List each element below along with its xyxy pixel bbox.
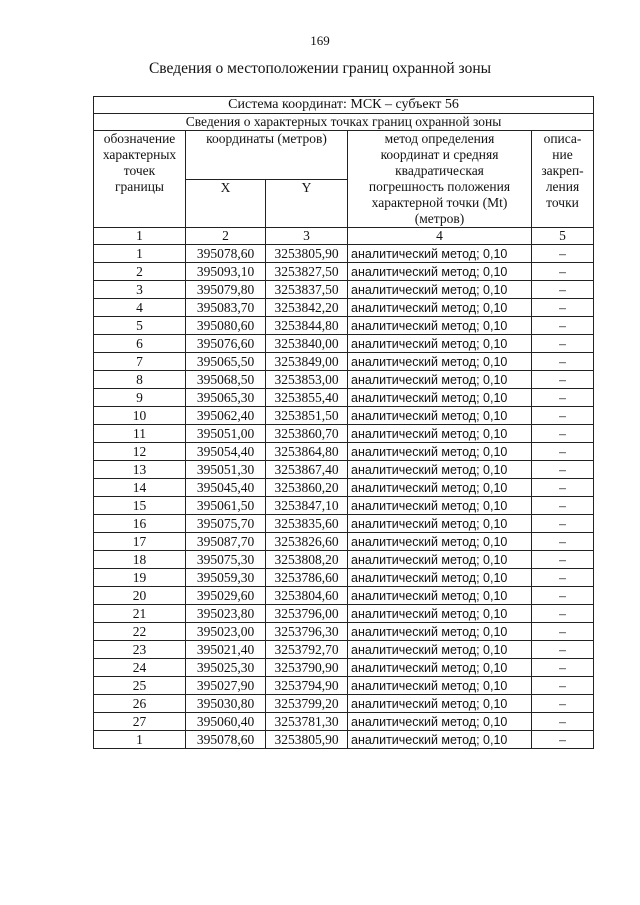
description-cell: – (532, 281, 594, 299)
y-coordinate-cell: 3253796,30 (266, 623, 348, 641)
x-coordinate-cell: 395023,80 (186, 605, 266, 623)
table-row (94, 533, 594, 551)
y-coordinate-cell: 3253864,80 (266, 443, 348, 461)
description-cell: – (532, 497, 594, 515)
x-coordinate-cell: 395078,60 (186, 245, 266, 263)
y-coordinate-cell: 3253827,50 (266, 263, 348, 281)
table-row (94, 317, 594, 335)
table-row (94, 299, 594, 317)
y-coordinate-cell: 3253853,00 (266, 371, 348, 389)
table-row (94, 407, 594, 425)
table-row (94, 659, 594, 677)
y-coordinate-cell: 3253804,60 (266, 587, 348, 605)
point-id-cell: 25 (94, 677, 186, 695)
table-row (94, 389, 594, 407)
x-coordinate-cell: 395045,40 (186, 479, 266, 497)
method-cell: аналитический метод; 0,10 (348, 317, 532, 335)
point-id-cell: 4 (94, 299, 186, 317)
y-coordinate-cell: 3253855,40 (266, 389, 348, 407)
x-coordinate-cell: 395060,40 (186, 713, 266, 731)
y-coordinate-cell: 3253867,40 (266, 461, 348, 479)
y-coordinate-cell: 3253844,80 (266, 317, 348, 335)
table-row (94, 695, 594, 713)
x-coordinate-cell: 395062,40 (186, 407, 266, 425)
y-coordinate-cell: 3253837,50 (266, 281, 348, 299)
column-number: 3 (266, 228, 348, 245)
table-row (94, 731, 594, 749)
method-cell: аналитический метод; 0,10 (348, 263, 532, 281)
x-coordinate-cell: 395083,70 (186, 299, 266, 317)
table-row (94, 245, 594, 263)
method-cell: аналитический метод; 0,10 (348, 623, 532, 641)
description-cell: – (532, 479, 594, 497)
method-cell: аналитический метод; 0,10 (348, 461, 532, 479)
y-coordinate-cell: 3253808,20 (266, 551, 348, 569)
x-coordinate-cell: 395029,60 (186, 587, 266, 605)
col-header-x: X (186, 179, 266, 228)
method-cell: аналитический метод; 0,10 (348, 371, 532, 389)
method-cell: аналитический метод; 0,10 (348, 533, 532, 551)
description-cell: – (532, 353, 594, 371)
y-coordinate-cell: 3253860,20 (266, 479, 348, 497)
point-id-cell: 8 (94, 371, 186, 389)
point-id-cell: 14 (94, 479, 186, 497)
x-coordinate-cell: 395030,80 (186, 695, 266, 713)
table-row (94, 515, 594, 533)
y-coordinate-cell: 3253796,00 (266, 605, 348, 623)
method-cell: аналитический метод; 0,10 (348, 659, 532, 677)
point-id-cell: 17 (94, 533, 186, 551)
x-coordinate-cell: 395021,40 (186, 641, 266, 659)
x-coordinate-cell: 395078,60 (186, 731, 266, 749)
table-row (94, 425, 594, 443)
method-cell: аналитический метод; 0,10 (348, 587, 532, 605)
description-cell: – (532, 317, 594, 335)
table-row (94, 713, 594, 731)
column-number: 1 (94, 228, 186, 245)
method-cell: аналитический метод; 0,10 (348, 695, 532, 713)
method-cell: аналитический метод; 0,10 (348, 281, 532, 299)
point-id-cell: 12 (94, 443, 186, 461)
method-cell: аналитический метод; 0,10 (348, 245, 532, 263)
col-header-description: описа- ние закреп- ления точки (532, 131, 594, 228)
point-id-cell: 2 (94, 263, 186, 281)
description-cell: – (532, 695, 594, 713)
description-cell: – (532, 443, 594, 461)
table-row (94, 623, 594, 641)
point-id-cell: 16 (94, 515, 186, 533)
table-row (94, 551, 594, 569)
description-cell: – (532, 407, 594, 425)
description-cell: – (532, 389, 594, 407)
x-coordinate-cell: 395068,50 (186, 371, 266, 389)
point-id-cell: 22 (94, 623, 186, 641)
description-cell: – (532, 533, 594, 551)
point-id-cell: 10 (94, 407, 186, 425)
method-cell: аналитический метод; 0,10 (348, 497, 532, 515)
method-cell: аналитический метод; 0,10 (348, 389, 532, 407)
point-id-cell: 20 (94, 587, 186, 605)
table-row (94, 587, 594, 605)
y-coordinate-cell: 3253794,90 (266, 677, 348, 695)
description-cell: – (532, 425, 594, 443)
method-cell: аналитический метод; 0,10 (348, 713, 532, 731)
table-body (94, 245, 594, 749)
point-id-cell: 19 (94, 569, 186, 587)
table-row (94, 335, 594, 353)
description-cell: – (532, 335, 594, 353)
table-row (94, 569, 594, 587)
y-coordinate-cell: 3253826,60 (266, 533, 348, 551)
table-row (94, 353, 594, 371)
method-cell: аналитический метод; 0,10 (348, 605, 532, 623)
table-row (94, 677, 594, 695)
point-id-cell: 24 (94, 659, 186, 677)
point-id-cell: 23 (94, 641, 186, 659)
point-id-cell: 26 (94, 695, 186, 713)
table-row (94, 641, 594, 659)
point-id-cell: 15 (94, 497, 186, 515)
point-id-cell: 5 (94, 317, 186, 335)
x-coordinate-cell: 395075,30 (186, 551, 266, 569)
col-header-method: метод определения координат и средняя квадратическая погрешность положения характерной точки (Mt) (метров) (348, 131, 532, 228)
column-number: 5 (532, 228, 594, 245)
method-cell: аналитический метод; 0,10 (348, 731, 532, 749)
table-subtitle: Сведения о характерных точках границ охранной зоны (94, 114, 594, 131)
table-row (94, 281, 594, 299)
y-coordinate-cell: 3253790,90 (266, 659, 348, 677)
x-coordinate-cell: 395087,70 (186, 533, 266, 551)
x-coordinate-cell: 395059,30 (186, 569, 266, 587)
table-row (94, 371, 594, 389)
description-cell: – (532, 245, 594, 263)
method-cell: аналитический метод; 0,10 (348, 569, 532, 587)
point-id-cell: 3 (94, 281, 186, 299)
point-id-cell: 7 (94, 353, 186, 371)
method-cell: аналитический метод; 0,10 (348, 407, 532, 425)
x-coordinate-cell: 395065,50 (186, 353, 266, 371)
x-coordinate-cell: 395051,30 (186, 461, 266, 479)
description-cell: – (532, 659, 594, 677)
method-cell: аналитический метод; 0,10 (348, 551, 532, 569)
col-header-y: Y (266, 179, 348, 228)
x-coordinate-cell: 395027,90 (186, 677, 266, 695)
x-coordinate-cell: 395023,00 (186, 623, 266, 641)
method-cell: аналитический метод; 0,10 (348, 479, 532, 497)
point-id-cell: 27 (94, 713, 186, 731)
point-id-cell: 18 (94, 551, 186, 569)
table-row (94, 461, 594, 479)
y-coordinate-cell: 3253860,70 (266, 425, 348, 443)
point-id-cell: 11 (94, 425, 186, 443)
y-coordinate-cell: 3253849,00 (266, 353, 348, 371)
description-cell: – (532, 371, 594, 389)
description-cell: – (532, 731, 594, 749)
y-coordinate-cell: 3253786,60 (266, 569, 348, 587)
page-number: 169 (310, 33, 330, 48)
point-id-cell: 1 (94, 245, 186, 263)
y-coordinate-cell: 3253781,30 (266, 713, 348, 731)
boundary-points-table (93, 96, 594, 749)
document-title: Сведения о местоположении границ охранной зоны (148, 60, 492, 77)
x-coordinate-cell: 395076,60 (186, 335, 266, 353)
col-header-point: обозначение характерных точек границы (94, 131, 186, 228)
method-cell: аналитический метод; 0,10 (348, 641, 532, 659)
y-coordinate-cell: 3253792,70 (266, 641, 348, 659)
description-cell: – (532, 569, 594, 587)
description-cell: – (532, 551, 594, 569)
x-coordinate-cell: 395054,40 (186, 443, 266, 461)
coordinate-system-header: Система координат: МСК – субъект 56 (94, 97, 594, 114)
x-coordinate-cell: 395061,50 (186, 497, 266, 515)
table-row (94, 605, 594, 623)
point-id-cell: 6 (94, 335, 186, 353)
table-row (94, 497, 594, 515)
method-cell: аналитический метод; 0,10 (348, 515, 532, 533)
description-cell: – (532, 713, 594, 731)
y-coordinate-cell: 3253805,90 (266, 245, 348, 263)
y-coordinate-cell: 3253835,60 (266, 515, 348, 533)
description-cell: – (532, 623, 594, 641)
y-coordinate-cell: 3253840,00 (266, 335, 348, 353)
description-cell: – (532, 515, 594, 533)
y-coordinate-cell: 3253805,90 (266, 731, 348, 749)
method-cell: аналитический метод; 0,10 (348, 353, 532, 371)
description-cell: – (532, 677, 594, 695)
x-coordinate-cell: 395025,30 (186, 659, 266, 677)
column-number: 2 (186, 228, 266, 245)
table-row (94, 443, 594, 461)
description-cell: – (532, 263, 594, 281)
method-cell: аналитический метод; 0,10 (348, 425, 532, 443)
method-cell: аналитический метод; 0,10 (348, 335, 532, 353)
description-cell: – (532, 461, 594, 479)
point-id-cell: 1 (94, 731, 186, 749)
column-number: 4 (348, 228, 532, 245)
description-cell: – (532, 605, 594, 623)
method-cell: аналитический метод; 0,10 (348, 299, 532, 317)
method-cell: аналитический метод; 0,10 (348, 443, 532, 461)
y-coordinate-cell: 3253847,10 (266, 497, 348, 515)
col-header-coordinates: координаты (метров) (186, 131, 348, 180)
x-coordinate-cell: 395065,30 (186, 389, 266, 407)
x-coordinate-cell: 395080,60 (186, 317, 266, 335)
x-coordinate-cell: 395051,00 (186, 425, 266, 443)
description-cell: – (532, 299, 594, 317)
table-row (94, 263, 594, 281)
point-id-cell: 9 (94, 389, 186, 407)
x-coordinate-cell: 395075,70 (186, 515, 266, 533)
method-cell: аналитический метод; 0,10 (348, 677, 532, 695)
table-row (94, 479, 594, 497)
description-cell: – (532, 587, 594, 605)
y-coordinate-cell: 3253799,20 (266, 695, 348, 713)
x-coordinate-cell: 395079,80 (186, 281, 266, 299)
description-cell: – (532, 641, 594, 659)
y-coordinate-cell: 3253851,50 (266, 407, 348, 425)
point-id-cell: 13 (94, 461, 186, 479)
x-coordinate-cell: 395093,10 (186, 263, 266, 281)
point-id-cell: 21 (94, 605, 186, 623)
y-coordinate-cell: 3253842,20 (266, 299, 348, 317)
